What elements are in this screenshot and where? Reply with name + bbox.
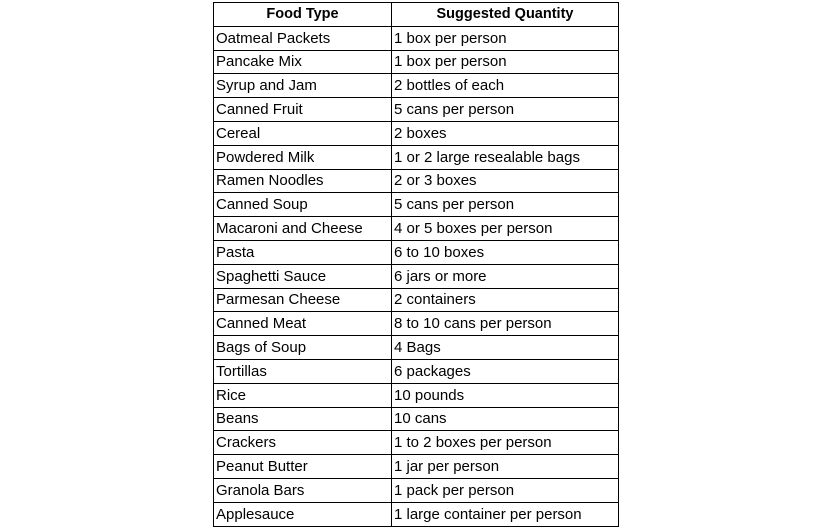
food-type-cell: Canned Meat [214,312,392,336]
suggested-quantity-cell: 6 packages [392,359,619,383]
food-type-cell: Macaroni and Cheese [214,217,392,241]
table-row [214,288,619,312]
table-row [214,359,619,383]
food-type-cell: Beans [214,407,392,431]
food-type-cell: Spaghetti Sauce [214,264,392,288]
header-suggested-quantity: Suggested Quantity [392,3,619,27]
food-type-cell: Crackers [214,431,392,455]
suggested-quantity-cell: 6 jars or more [392,264,619,288]
food-type-cell: Pasta [214,240,392,264]
food-type-cell: Tortillas [214,359,392,383]
table-row [214,217,619,241]
table-row [214,74,619,98]
suggested-quantity-cell: 5 cans per person [392,98,619,122]
suggested-quantity-cell: 1 large container per person [392,502,619,526]
table-header [214,3,619,27]
food-type-cell: Powdered Milk [214,145,392,169]
food-type-cell: Canned Fruit [214,98,392,122]
suggested-quantity-cell: 2 containers [392,288,619,312]
table-row [214,169,619,193]
food-type-cell: Bags of Soup [214,336,392,360]
table-row [214,312,619,336]
suggested-quantity-cell: 10 cans [392,407,619,431]
food-type-cell: Oatmeal Packets [214,26,392,50]
suggested-quantity-cell: 8 to 10 cans per person [392,312,619,336]
suggested-quantity-cell: 5 cans per person [392,193,619,217]
header-row [214,3,619,27]
food-type-cell: Ramen Noodles [214,169,392,193]
table-row [214,50,619,74]
table-row [214,336,619,360]
food-type-cell: Canned Soup [214,193,392,217]
header-food-type: Food Type [214,3,392,27]
suggested-quantity-cell: 1 or 2 large resealable bags [392,145,619,169]
food-type-cell: Peanut Butter [214,455,392,479]
suggested-quantity-cell: 6 to 10 boxes [392,240,619,264]
table-row [214,383,619,407]
food-type-cell: Syrup and Jam [214,74,392,98]
table-row [214,502,619,526]
suggested-quantity-cell: 1 jar per person [392,455,619,479]
suggested-quantity-cell: 4 Bags [392,336,619,360]
food-type-cell: Granola Bars [214,478,392,502]
suggested-quantity-cell: 4 or 5 boxes per person [392,217,619,241]
table-row [214,478,619,502]
suggested-quantity-cell: 2 boxes [392,121,619,145]
table-row [214,26,619,50]
suggested-quantity-cell: 1 pack per person [392,478,619,502]
suggested-quantity-cell: 1 box per person [392,26,619,50]
suggested-quantity-cell: 2 bottles of each [392,74,619,98]
table-row [214,407,619,431]
food-type-cell: Cereal [214,121,392,145]
table-row [214,121,619,145]
table-row [214,145,619,169]
table-row [214,264,619,288]
food-type-cell: Applesauce [214,502,392,526]
table-row [214,431,619,455]
suggested-quantity-cell: 2 or 3 boxes [392,169,619,193]
food-type-cell: Rice [214,383,392,407]
suggested-quantity-cell: 1 box per person [392,50,619,74]
table-row [214,98,619,122]
suggested-quantity-cell: 10 pounds [392,383,619,407]
table-row [214,193,619,217]
table-row [214,240,619,264]
food-type-cell: Pancake Mix [214,50,392,74]
food-quantity-table [213,2,619,527]
table-row [214,455,619,479]
suggested-quantity-cell: 1 to 2 boxes per person [392,431,619,455]
food-type-cell: Parmesan Cheese [214,288,392,312]
table-body [214,26,619,526]
